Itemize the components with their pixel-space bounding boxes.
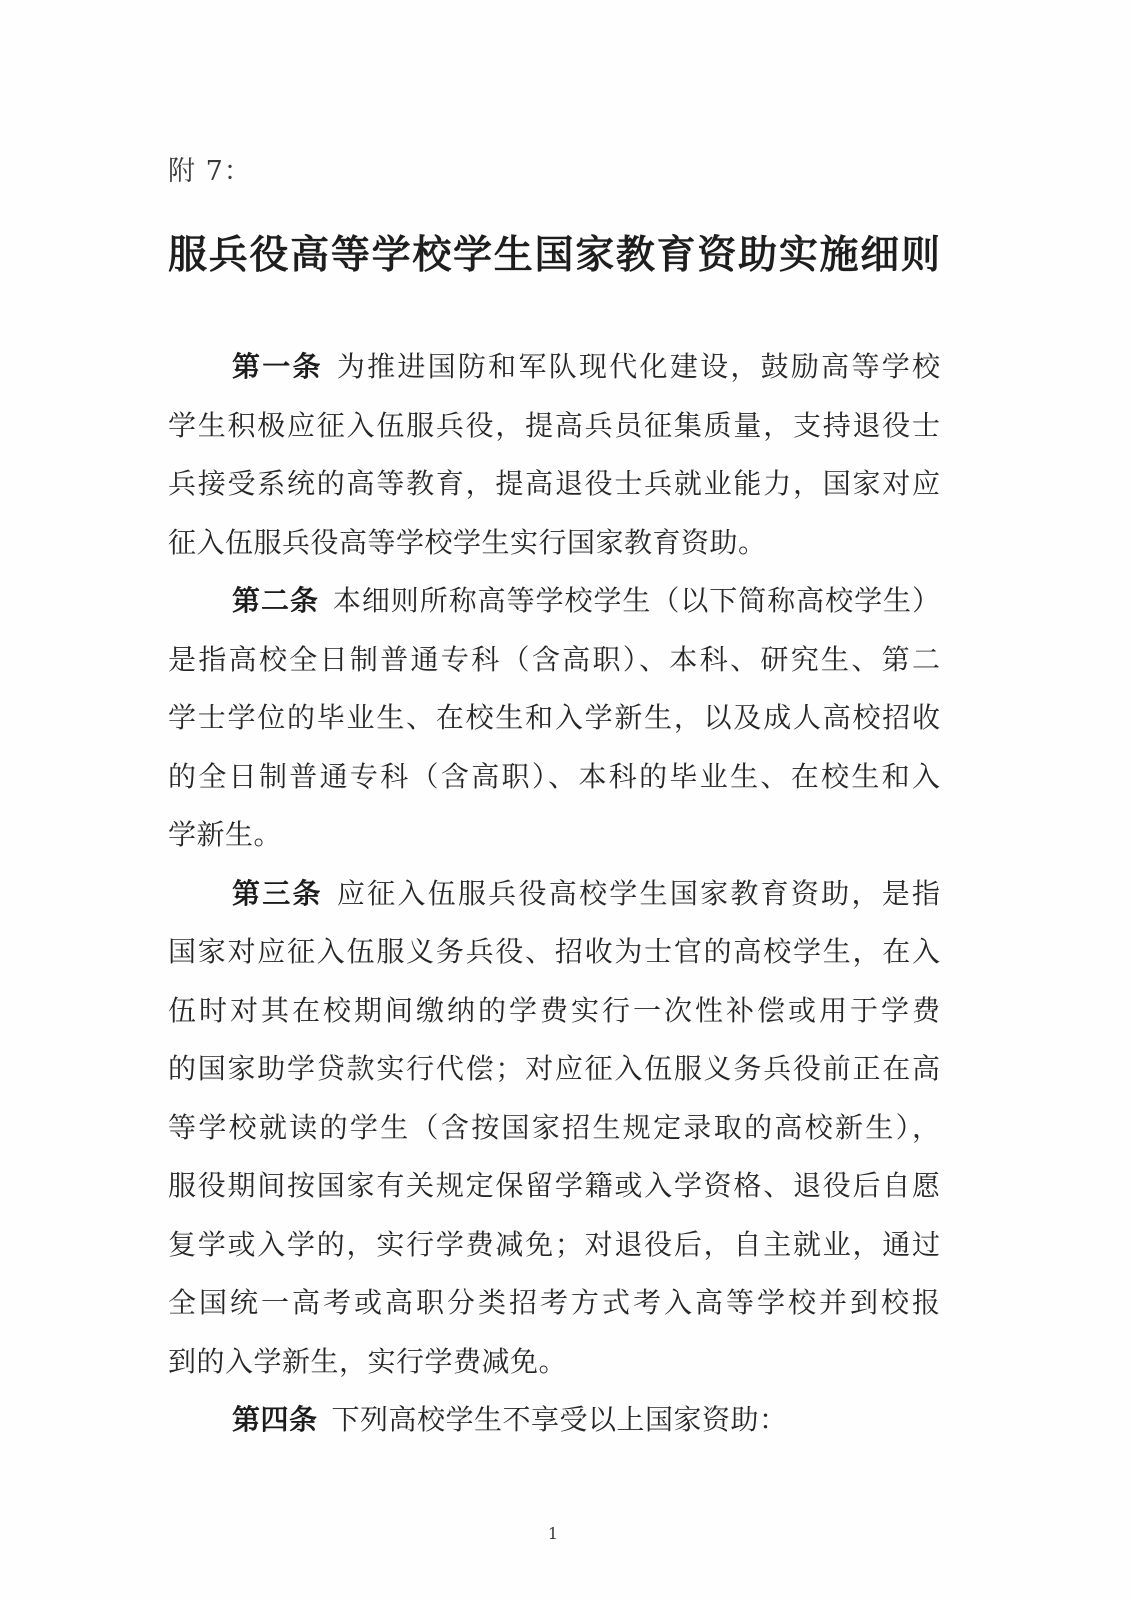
article-2-line: 是指高校全日制普通专科（含高职）、本科、研究生、第二: [168, 642, 940, 676]
document-title: 服兵役高等学校学生国家教育资助实施细则: [168, 232, 940, 278]
article-1-line: 学生积极应征入伍服兵役，提高兵员征集质量，支持退役士: [168, 408, 940, 442]
article-3-line: 伍时对其在校期间缴纳的学费实行一次性补偿或用于学费: [168, 993, 940, 1027]
article-heading: 第一条: [232, 350, 323, 383]
article-heading: 第二条: [232, 584, 319, 617]
page-number: 1: [547, 1524, 559, 1543]
article-2-line: 的全日制普通专科（含高职）、本科的毕业生、在校生和入: [168, 759, 940, 793]
article-3-line: 的国家助学贷款实行代偿；对应征入伍服义务兵役前正在高: [168, 1052, 940, 1085]
article-1-line: 兵接受系统的高等教育，提高退役士兵就业能力，国家对应: [168, 467, 940, 500]
article-3-line: 全国统一高考或高职分类招考方式考入高等学校并到校报: [168, 1286, 940, 1319]
article-3-line: 服役期间按国家有关规定保留学籍或入学资格、退役后自愿: [168, 1169, 940, 1202]
article-1-line: 征入伍服兵役高等学校学生实行国家教育资助。: [168, 525, 767, 559]
article-text: 本细则所称高等学校学生（以下简称高校学生）: [332, 584, 940, 617]
article-2-line: [168, 572, 940, 631]
article-heading: 第三条: [232, 876, 323, 910]
article-2-line: 学士学位的毕业生、在校生和入学新生，以及成人高校招收: [168, 701, 940, 734]
article-4-line: [168, 1391, 940, 1450]
attachment-label: 附 7：: [168, 156, 252, 187]
article-3-line: 复学或入学的，实行学费减免；对退役后，自主就业，通过: [168, 1227, 940, 1261]
article-text: 为推进国防和军队现代化建设，鼓励高等学校: [336, 350, 940, 383]
article-3-line: 国家对应征入伍服义务兵役、招收为士官的高校学生，在入: [168, 935, 940, 968]
article-text: 下列高校学生不享受以上国家资助：: [331, 1403, 788, 1436]
article-2-line: 学新生。: [168, 818, 283, 851]
article-3-line: 到的入学新生，实行学费减免。: [168, 1344, 568, 1378]
article-3-line: 等学校就读的学生（含按国家招生规定录取的高校新生），: [168, 1110, 940, 1144]
document-body: [168, 338, 940, 1450]
article-heading: 第四条: [232, 1403, 318, 1436]
article-1-line: [168, 338, 940, 397]
article-text: 应征入伍服兵役高校学生国家教育资助，是指: [336, 876, 940, 910]
article-3-line: [168, 865, 940, 924]
